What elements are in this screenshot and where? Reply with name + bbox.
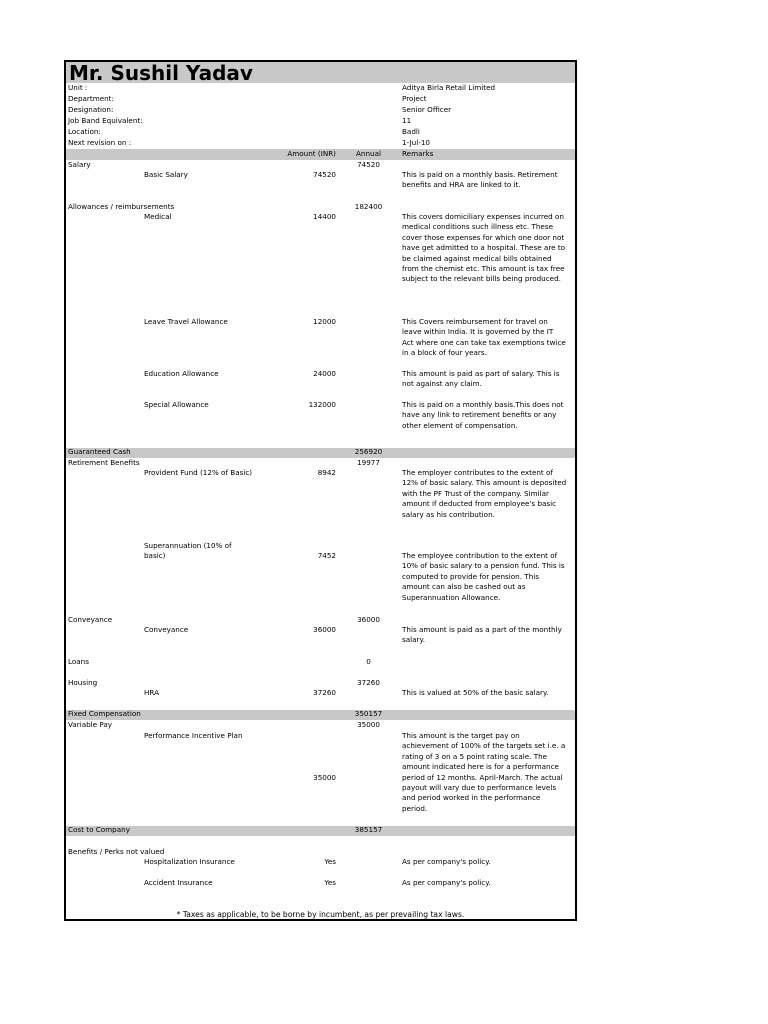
basic-salary-amount: 74520	[313, 170, 336, 179]
salary-structure-sheet	[64, 60, 577, 921]
guaranteed-cash-band	[66, 448, 575, 458]
education-allowance-label: Education Allowance	[144, 369, 219, 378]
accident-insurance-label: Accident Insurance	[144, 878, 213, 887]
info-value-unit: Aditya Birla Retail Limited	[402, 83, 496, 92]
basic-salary-label: Basic Salary	[144, 170, 188, 179]
guaranteed-cash-label: Guaranteed Cash	[68, 447, 131, 456]
section-allowances-annual: 182400	[354, 202, 383, 211]
section-retirement-label: Retirement Benefits	[68, 458, 140, 467]
lta-amount: 12000	[313, 317, 336, 326]
provident-fund-label: Provident Fund (12% of Basic)	[144, 468, 253, 477]
section-allowances-label: Allowances / reimbursements	[68, 202, 175, 211]
performance-incentive-remark: This amount is the target pay on achievement of 100% of the targets set i.e. a rating of 3 on a 5 point rating scale. The amount indicated here is for a performance period of 12 months. April-March. The actual payout will vary due to performance levels and period worked in the performance period.	[402, 731, 566, 813]
hospitalization-insurance-value: Yes	[324, 857, 336, 866]
info-value-next-revision: 1-Jul-10	[402, 138, 430, 147]
superannuation-amount: 7452	[317, 551, 336, 560]
column-header-remarks: Remarks	[402, 149, 434, 158]
section-benefits-label: Benefits / Perks not valued	[68, 847, 165, 856]
info-value-location: Badli	[402, 127, 420, 136]
lta-remark: This Covers reimbursement for travel on leave within India. It is governed by the IT Act where one can take tax exemptions twice in a block of four years.	[402, 317, 566, 358]
info-label-unit: Unit :	[68, 83, 88, 92]
section-loans-label: Loans	[68, 657, 89, 666]
hospitalization-insurance-remark: As per company's policy.	[402, 857, 491, 866]
info-value-department: Project	[402, 94, 427, 103]
info-label-department: Department:	[68, 94, 114, 103]
provident-fund-amount: 8942	[317, 468, 336, 477]
conveyance-item-label: Conveyance	[144, 625, 189, 634]
basic-salary-remark: This is paid on a monthly basis. Retirement benefits and HRA are linked to it.	[402, 170, 558, 190]
hra-label: HRA	[144, 688, 160, 697]
section-conveyance-annual: 36000	[357, 615, 380, 624]
section-salary-annual: 74520	[357, 160, 380, 169]
hospitalization-insurance-label: Hospitalization Insurance	[144, 857, 235, 866]
medical-remark: This covers domiciliary expenses incurred on medical conditions such illness etc. These cover those expenses for which one door not have get admitted to a hospital. These are to be claimed against medical bills obtained from the chemist etc. This amount is tax free subject to the relevant bills being produced.	[402, 212, 566, 284]
info-value-designation: Senior Officer	[402, 105, 452, 114]
special-allowance-remark: This is paid on a monthly basis.This does not have any link to retirement benefits or any other element of compensation.	[402, 400, 564, 430]
ctc-annual: 385157	[354, 825, 383, 834]
performance-incentive-amount: 35000	[313, 773, 336, 782]
employee-name-title: Mr. Sushil Yadav	[66, 62, 575, 83]
section-conveyance-label: Conveyance	[68, 615, 113, 624]
info-label-next-revision: Next revision on :	[68, 138, 132, 147]
superannuation-label-line2: basic)	[144, 551, 166, 560]
hra-remark: This is valued at 50% of the basic salary.	[402, 688, 549, 697]
lta-label: Leave Travel Allowance	[144, 317, 228, 326]
info-label-designation: Designation:	[68, 105, 114, 114]
section-salary-label: Salary	[68, 160, 91, 169]
section-retirement-annual: 19977	[357, 458, 380, 467]
column-header-annual: Annual	[356, 149, 381, 158]
superannuation-label-line1: Superannuation (10% of	[144, 541, 232, 550]
education-allowance-amount: 24000	[313, 369, 336, 378]
performance-incentive-label: Performance Incentive Plan	[144, 731, 243, 740]
conveyance-item-amount: 36000	[313, 625, 336, 634]
fixed-compensation-label: Fixed Compensation	[68, 709, 141, 718]
info-value-job-band: 11	[402, 116, 412, 125]
section-variable-pay-label: Variable Pay	[68, 720, 113, 729]
fixed-compensation-annual: 350157	[354, 709, 383, 718]
provident-fund-remark: The employer contributes to the extent of 12% of basic salary. This amount is deposited with the PF Trust of the company. Similar amount if deducted from employee's basic salary as his contribution.	[402, 468, 567, 519]
accident-insurance-value: Yes	[324, 878, 336, 887]
guaranteed-cash-annual: 256920	[354, 447, 383, 456]
info-label-location: Location:	[68, 127, 101, 136]
section-variable-pay-annual: 35000	[357, 720, 380, 729]
section-loans-annual: 0	[366, 657, 371, 666]
column-header-amount: Amount (INR)	[287, 149, 336, 158]
special-allowance-amount: 132000	[308, 400, 336, 409]
hra-amount: 37260	[313, 688, 336, 697]
special-allowance-label: Special Allowance	[144, 400, 209, 409]
tax-footnote: * Taxes as applicable, to be borne by incumbent, as per prevailing tax laws.	[176, 910, 465, 919]
medical-label: Medical	[144, 212, 172, 221]
fixed-compensation-band	[66, 710, 575, 720]
ctc-label: Cost to Company	[68, 825, 130, 834]
section-housing-label: Housing	[68, 678, 98, 687]
ctc-band	[66, 826, 575, 836]
accident-insurance-remark: As per company's policy.	[402, 878, 491, 887]
superannuation-remark: The employee contribution to the extent of 10% of basic salary to a pension fund. This is computed to provide for pension. This amount can also be cashed out as Superannuation Allowance.	[402, 551, 565, 602]
info-label-job-band: Job Band Equivalent:	[68, 116, 143, 125]
section-housing-annual: 37260	[357, 678, 380, 687]
conveyance-remark: This amount is paid as a part of the monthly salary.	[402, 625, 562, 645]
medical-amount: 14400	[313, 212, 336, 221]
education-allowance-remark: This amount is paid as part of salary. This is not against any claim.	[402, 369, 560, 389]
